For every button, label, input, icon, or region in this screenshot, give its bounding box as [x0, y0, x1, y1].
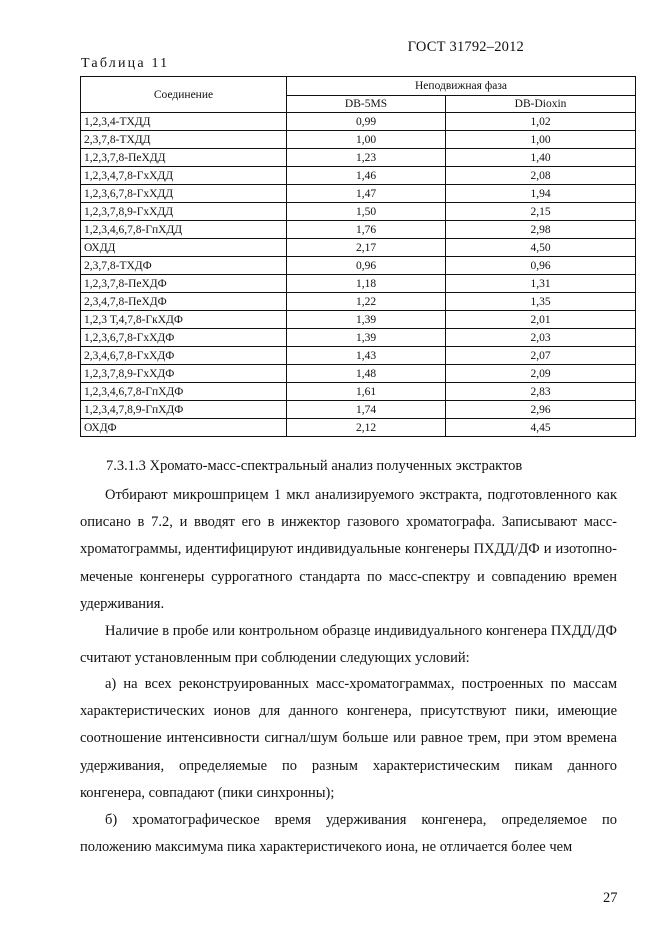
db5ms-value-cell: 1,50 [287, 203, 446, 221]
compound-name-cell: 1,2,3,4,7,8,9-ГпХДФ [81, 401, 287, 419]
compound-name-cell: 1,2,3,7,8-ПеХДФ [81, 275, 287, 293]
db5ms-value-cell: 1,76 [287, 221, 446, 239]
db5ms-value-cell: 2,12 [287, 419, 446, 437]
paragraph-presence: Наличие в пробе или контрольном образце индивидуального конгенера ПХДД/ДФ считают установленным при соблюдении следующих условий: [80, 623, 617, 667]
db5ms-value-cell: 1,39 [287, 311, 446, 329]
dbdioxin-value-cell: 2,01 [446, 311, 636, 329]
dbdioxin-value-cell: 1,40 [446, 149, 636, 167]
db5ms-value-cell: 1,61 [287, 383, 446, 401]
dbdioxin-value-cell: 0,96 [446, 257, 636, 275]
compound-name-cell: 2,3,4,7,8-ПеХДФ [81, 293, 287, 311]
compound-name-cell: ОХДФ [81, 419, 287, 437]
dbdioxin-value-cell: 1,35 [446, 293, 636, 311]
dbdioxin-value-cell: 2,98 [446, 221, 636, 239]
table-row [81, 365, 636, 383]
table-row [81, 293, 636, 311]
db5ms-value-cell: 1,43 [287, 347, 446, 365]
db5ms-value-cell: 1,00 [287, 131, 446, 149]
table-row [81, 239, 636, 257]
page-number: 27 [603, 890, 618, 906]
dbdioxin-value-cell: 4,50 [446, 239, 636, 257]
db5ms-value-cell: 1,22 [287, 293, 446, 311]
db5ms-value-cell: 1,39 [287, 329, 446, 347]
section-heading: 7.3.1.3 Хромато-масс-спектральный анализ полученных экстрактов [106, 458, 523, 474]
dbdioxin-value-cell: 2,03 [446, 329, 636, 347]
dbdioxin-value-cell: 2,08 [446, 167, 636, 185]
table-row [81, 275, 636, 293]
table-row [81, 149, 636, 167]
table-row [81, 347, 636, 365]
db5ms-value-cell: 1,48 [287, 365, 446, 383]
dbdioxin-value-cell: 1,94 [446, 185, 636, 203]
dbdioxin-value-cell: 1,02 [446, 113, 636, 131]
dbdioxin-value-cell: 1,31 [446, 275, 636, 293]
table-caption: Таблица 11 [81, 56, 170, 71]
db5ms-value-cell: 1,47 [287, 185, 446, 203]
retention-table [80, 76, 636, 437]
dbdioxin-value-cell: 1,00 [446, 131, 636, 149]
compound-name-cell: 2,3,4,6,7,8-ГхХДФ [81, 347, 287, 365]
db5ms-value-cell: 1,46 [287, 167, 446, 185]
compound-name-cell: 1,2,3,7,8-ПеХДД [81, 149, 287, 167]
db5ms-column-header: DB-5MS [287, 96, 446, 113]
dbdioxin-value-cell: 2,96 [446, 401, 636, 419]
dbdioxin-value-cell: 2,07 [446, 347, 636, 365]
compound-name-cell: 1,2,3,6,7,8-ГхХДД [81, 185, 287, 203]
table-row [81, 203, 636, 221]
db5ms-value-cell: 0,96 [287, 257, 446, 275]
dbdioxin-column-header: DB-Dioxin [446, 96, 636, 113]
db5ms-value-cell: 1,74 [287, 401, 446, 419]
dbdioxin-value-cell: 4,45 [446, 419, 636, 437]
compound-name-cell: 1,2,3,7,8,9-ГхХДД [81, 203, 287, 221]
compound-name-cell: 2,3,7,8-ТХДД [81, 131, 287, 149]
table-row [81, 401, 636, 419]
compound-name-cell: 1,2,3,4-ТХДД [81, 113, 287, 131]
table-row [81, 221, 636, 239]
table-row [81, 311, 636, 329]
table-row [81, 419, 636, 437]
paragraph-condition-b: б) хроматографическое время удерживания конгенера, определяемое по положению максимума пика характеристичекого иона, не отличается более чем [80, 812, 617, 856]
table-row [81, 185, 636, 203]
compound-name-cell: ОХДД [81, 239, 287, 257]
db5ms-value-cell: 1,23 [287, 149, 446, 167]
table-row [81, 383, 636, 401]
document-header: ГОСТ 31792–2012 [407, 39, 524, 55]
table-row [81, 131, 636, 149]
compound-name-cell: 1,2,3,4,7,8-ГхХДД [81, 167, 287, 185]
dbdioxin-value-cell: 2,09 [446, 365, 636, 383]
compound-name-cell: 1,2,3,4,6,7,8-ГпХДД [81, 221, 287, 239]
paragraph-sampling: Отбирают микрошприцем 1 мкл анализируемого экстракта, подготовленного как описано в 7.2, и вводят его в инжектор газового хроматографа. Записывают масс-хроматограммы, идентифицируют индивидуальные конгенеры ПХДД/ДФ и изотопно-меченые конгенеры суррогатного стандарта по масс-спектру и совпадению времен удерживания. [80, 487, 617, 612]
compound-name-cell: 1,2,3 Т,4,7,8-ГкХДФ [81, 311, 287, 329]
compound-name-cell: 1,2,3,6,7,8-ГхХДФ [81, 329, 287, 347]
dbdioxin-value-cell: 2,83 [446, 383, 636, 401]
db5ms-value-cell: 0,99 [287, 113, 446, 131]
paragraph-condition-a: а) на всех реконструированных масс-хроматограммах, построенных по массам характеристических ионов для данного конгенера, присутствуют пики, имеющие соотношение интенсивности сигнал/шум больше или равное трем, при этом времена удерживания, определяемые по разным характеристическим пикам данного конгенера, совпадают (пики синхронны); [80, 676, 617, 801]
table-row [81, 257, 636, 275]
compound-name-cell: 1,2,3,7,8,9-ГхХДФ [81, 365, 287, 383]
db5ms-value-cell: 2,17 [287, 239, 446, 257]
table-row [81, 113, 636, 131]
stationary-phase-header: Неподвижная фаза [287, 77, 636, 96]
compound-name-cell: 2,3,7,8-ТХДФ [81, 257, 287, 275]
db5ms-value-cell: 1,18 [287, 275, 446, 293]
table-body [81, 113, 636, 437]
dbdioxin-value-cell: 2,15 [446, 203, 636, 221]
table-row [81, 167, 636, 185]
table-row [81, 329, 636, 347]
compound-name-cell: 1,2,3,4,6,7,8-ГпХДФ [81, 383, 287, 401]
compound-column-header: Соединение [81, 77, 287, 113]
